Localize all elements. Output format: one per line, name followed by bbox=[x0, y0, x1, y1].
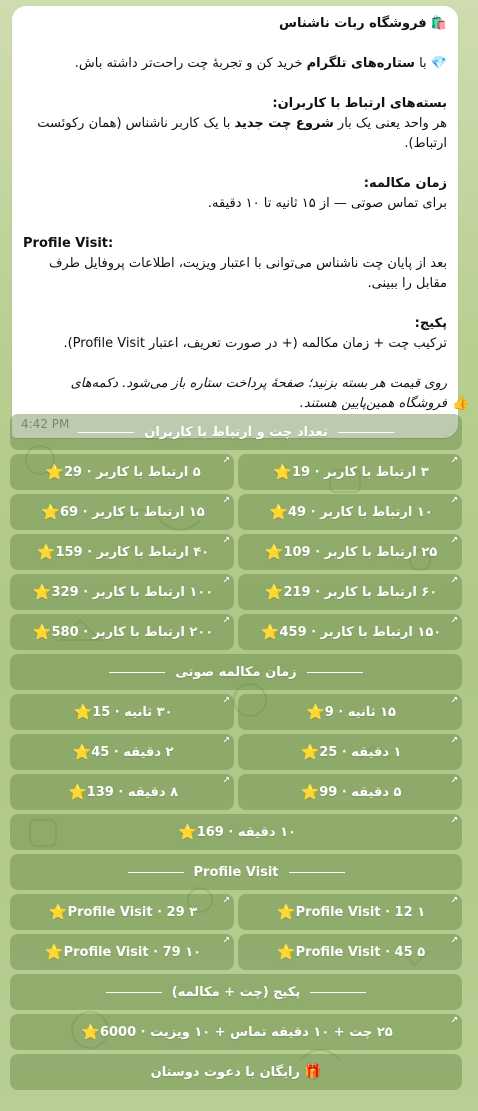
buy-pack-button[interactable] bbox=[10, 494, 234, 530]
star-icon: ⭐ bbox=[41, 503, 60, 521]
external-link-arrow-icon: ↗ bbox=[222, 736, 230, 746]
section-header-button[interactable] bbox=[10, 974, 462, 1010]
keyboard-row bbox=[10, 614, 462, 650]
intro-line: 💎 با ستاره‌های تلگرام خرید کن و تجربهٔ چت راحت‌تر داشته باش. bbox=[74, 56, 447, 71]
package-body: ترکیب چت + زمان مکالمه (+ در صورت تعریف، اعتبار Profile Visit). bbox=[63, 336, 447, 351]
buy-pack-label: ۱۰۰ ارتباط با کاربر · 329 bbox=[51, 584, 214, 600]
header-divider bbox=[307, 672, 363, 673]
star-icon: ⭐ bbox=[81, 1023, 100, 1041]
external-link-arrow-icon: ↗ bbox=[450, 536, 458, 546]
section-header-label: زمان مکالمه صوتی bbox=[175, 664, 297, 680]
keyboard-section-header-row bbox=[10, 654, 462, 690]
keyboard-row bbox=[10, 454, 462, 490]
buy-pack-label: ۱ Profile Visit · 12 bbox=[295, 904, 426, 920]
section-header-button[interactable] bbox=[10, 654, 462, 690]
buy-pack-label: ۱۵ ارتباط با کاربر · 69 bbox=[59, 504, 205, 520]
inline-keyboard bbox=[10, 414, 462, 1094]
buy-pack-label: ۳ Profile Visit · 29 bbox=[67, 904, 198, 920]
star-icon: ⭐ bbox=[178, 823, 197, 841]
star-icon: ⭐ bbox=[264, 583, 284, 601]
star-icon: ⭐ bbox=[276, 943, 296, 961]
thumbs-up-reaction-icon[interactable]: 👍 bbox=[452, 395, 470, 411]
keyboard-row bbox=[10, 814, 462, 850]
buy-pack-button[interactable] bbox=[238, 894, 462, 930]
star-icon: ⭐ bbox=[36, 543, 56, 561]
star-icon: ⭐ bbox=[45, 463, 64, 481]
star-icon: ⭐ bbox=[269, 503, 288, 521]
keyboard-section-header-row bbox=[10, 974, 462, 1010]
buy-pack-button[interactable] bbox=[238, 574, 462, 610]
external-link-arrow-icon: ↗ bbox=[222, 896, 230, 906]
buy-pack-label: ۶۰ ارتباط با کاربر · 219 bbox=[283, 584, 438, 600]
buy-pack-button[interactable] bbox=[10, 894, 234, 930]
shopping-bags-icon: 🛍️ bbox=[430, 16, 447, 31]
external-link-arrow-icon: ↗ bbox=[450, 1016, 458, 1026]
header-divider bbox=[128, 872, 184, 873]
keyboard-row bbox=[10, 534, 462, 570]
packs-heading: بسته‌های ارتباط با کاربران: bbox=[272, 96, 447, 111]
visit-heading: Profile Visit: bbox=[23, 236, 114, 251]
buy-pack-label: ۲۵ ارتباط با کاربر · 109 bbox=[283, 544, 438, 560]
buy-pack-button[interactable] bbox=[10, 774, 234, 810]
section-header-label: تعداد چت و ارتباط با کاربران bbox=[144, 424, 328, 440]
buy-pack-button[interactable] bbox=[238, 934, 462, 970]
external-link-arrow-icon: ↗ bbox=[222, 496, 230, 506]
message-title: 🛍️ فروشگاه ربات ناشناس bbox=[279, 16, 447, 31]
external-link-arrow-icon: ↗ bbox=[450, 736, 458, 746]
buy-pack-button[interactable] bbox=[10, 1014, 462, 1050]
star-icon: ⭐ bbox=[300, 783, 320, 801]
star-icon: ⭐ bbox=[32, 583, 52, 601]
buy-pack-button[interactable] bbox=[238, 694, 462, 730]
star-icon: ⭐ bbox=[68, 783, 87, 801]
buy-pack-button[interactable] bbox=[238, 774, 462, 810]
buy-pack-label: ۴۰ ارتباط با کاربر · 159 bbox=[55, 544, 210, 560]
keyboard-row bbox=[10, 934, 462, 970]
external-link-arrow-icon: ↗ bbox=[222, 536, 230, 546]
buy-pack-label: ۱۰ ارتباط با کاربر · 49 bbox=[287, 504, 433, 520]
star-icon: ⭐ bbox=[32, 623, 52, 641]
buy-pack-button[interactable] bbox=[10, 934, 234, 970]
buy-pack-label: ۵ Profile Visit · 45 bbox=[295, 944, 426, 960]
buy-pack-button[interactable] bbox=[10, 574, 234, 610]
message-time: 4:42 PM bbox=[21, 417, 70, 431]
star-icon: ⭐ bbox=[48, 903, 68, 921]
header-divider bbox=[106, 992, 162, 993]
external-link-arrow-icon: ↗ bbox=[450, 496, 458, 506]
star-icon: ⭐ bbox=[300, 743, 320, 761]
keyboard-row bbox=[10, 774, 462, 810]
star-icon: ⭐ bbox=[73, 703, 93, 721]
keyboard-row bbox=[10, 734, 462, 770]
buy-pack-button[interactable] bbox=[10, 734, 234, 770]
keyboard-row bbox=[10, 574, 462, 610]
star-icon: ⭐ bbox=[44, 943, 64, 961]
header-divider bbox=[310, 992, 366, 993]
buy-pack-button[interactable] bbox=[10, 454, 234, 490]
buy-pack-label: ۳۰ ثانیه · 15 bbox=[92, 704, 173, 720]
buy-pack-label: ۲۵ چت + ۱۰ دقیقه تماس + ۱۰ ویزیت · 6000 bbox=[99, 1024, 393, 1040]
star-icon: ⭐ bbox=[72, 743, 92, 761]
header-divider bbox=[289, 872, 345, 873]
keyboard-row bbox=[10, 894, 462, 930]
keyboard-row bbox=[10, 1054, 462, 1090]
external-link-arrow-icon: ↗ bbox=[450, 696, 458, 706]
buy-pack-label: ۲ دقیقه · 45 bbox=[91, 744, 174, 760]
header-divider bbox=[109, 672, 165, 673]
keyboard-row bbox=[10, 494, 462, 530]
buy-pack-label: ۲۰۰ ارتباط با کاربر · 580 bbox=[51, 624, 214, 640]
star-icon: ⭐ bbox=[306, 703, 325, 721]
buy-pack-button[interactable] bbox=[10, 534, 234, 570]
buy-pack-label: ۳ ارتباط با کاربر · 19 bbox=[291, 464, 429, 480]
buy-pack-label: ۵ دقیقه · 99 bbox=[319, 784, 402, 800]
gem-icon: 💎 bbox=[430, 56, 447, 71]
external-link-arrow-icon: ↗ bbox=[222, 456, 230, 466]
keyboard-section-header-row bbox=[10, 414, 462, 450]
section-header-button[interactable] bbox=[10, 414, 462, 450]
packs-body: هر واحد یعنی یک بار شروع چت جدید با یک کاربر ناشناس (همان رکوئست ارتباط). bbox=[37, 116, 447, 151]
buy-pack-label: ۱۵ ثانیه · 9 bbox=[324, 704, 396, 720]
buy-pack-label: ۸ دقیقه · 139 bbox=[86, 784, 179, 800]
buy-pack-button[interactable] bbox=[10, 814, 462, 850]
external-link-arrow-icon: ↗ bbox=[450, 896, 458, 906]
keyboard-row bbox=[10, 1014, 462, 1050]
external-link-arrow-icon: ↗ bbox=[450, 576, 458, 586]
external-link-arrow-icon: ↗ bbox=[450, 776, 458, 786]
external-link-arrow-icon: ↗ bbox=[450, 456, 458, 466]
invite-friends-label: رایگان با دعوت دوستان bbox=[150, 1064, 300, 1080]
header-divider bbox=[338, 432, 394, 433]
external-link-arrow-icon: ↗ bbox=[450, 936, 458, 946]
bot-message-bubble bbox=[12, 6, 458, 438]
buy-pack-label: ۵ ارتباط با کاربر · 29 bbox=[63, 464, 201, 480]
invite-friends-button[interactable] bbox=[10, 1054, 462, 1090]
external-link-arrow-icon: ↗ bbox=[222, 776, 230, 786]
buy-pack-label: ۱۰ Profile Visit · 79 bbox=[63, 944, 202, 960]
buy-pack-button[interactable] bbox=[10, 614, 234, 650]
external-link-arrow-icon: ↗ bbox=[222, 616, 230, 626]
visit-body: بعد از پایان چت ناشناس می‌توانی با اعتبار ویزیت، اطلاعات پروفایل طرف مقابل را ببینی. bbox=[48, 256, 447, 291]
star-icon: ⭐ bbox=[260, 623, 280, 641]
buy-pack-button[interactable] bbox=[238, 734, 462, 770]
buy-pack-label: ۱۵۰ ارتباط با کاربر · 459 bbox=[279, 624, 442, 640]
talk-body: برای تماس صوتی — از ۱۵ ثانیه تا ۱۰ دقیقه. bbox=[207, 196, 447, 211]
package-heading: پکیج: bbox=[414, 316, 447, 331]
keyboard-row bbox=[10, 694, 462, 730]
star-icon: ⭐ bbox=[273, 463, 292, 481]
talk-heading: زمان مکالمه: bbox=[363, 176, 447, 191]
section-header-label: Profile Visit bbox=[193, 864, 279, 880]
external-link-arrow-icon: ↗ bbox=[222, 576, 230, 586]
star-icon: ⭐ bbox=[264, 543, 284, 561]
buy-pack-button[interactable] bbox=[238, 454, 462, 490]
buy-pack-button[interactable] bbox=[10, 694, 234, 730]
note-text: روی قیمت هر بسته بزنید؛ صفحهٔ پرداخت ستاره باز می‌شود. دکمه‌های فروشگاه همین‌پایین هستند. bbox=[70, 376, 447, 411]
buy-pack-label: ۱ دقیقه · 25 bbox=[319, 744, 402, 760]
buy-pack-button[interactable] bbox=[238, 494, 462, 530]
buy-pack-button[interactable] bbox=[238, 534, 462, 570]
external-link-arrow-icon: ↗ bbox=[222, 696, 230, 706]
external-link-arrow-icon: ↗ bbox=[450, 616, 458, 626]
external-link-arrow-icon: ↗ bbox=[222, 936, 230, 946]
external-link-arrow-icon: ↗ bbox=[450, 816, 458, 826]
header-divider bbox=[78, 432, 134, 433]
buy-pack-label: ۱۰ دقیقه · 169 bbox=[196, 824, 296, 840]
keyboard-section-header-row bbox=[10, 854, 462, 890]
section-header-button[interactable] bbox=[10, 854, 462, 890]
star-icon: ⭐ bbox=[276, 903, 296, 921]
section-header-label: پکیج (چت + مکالمه) bbox=[171, 984, 301, 1000]
buy-pack-button[interactable] bbox=[238, 614, 462, 650]
gift-icon: 🎁 bbox=[303, 1064, 322, 1080]
